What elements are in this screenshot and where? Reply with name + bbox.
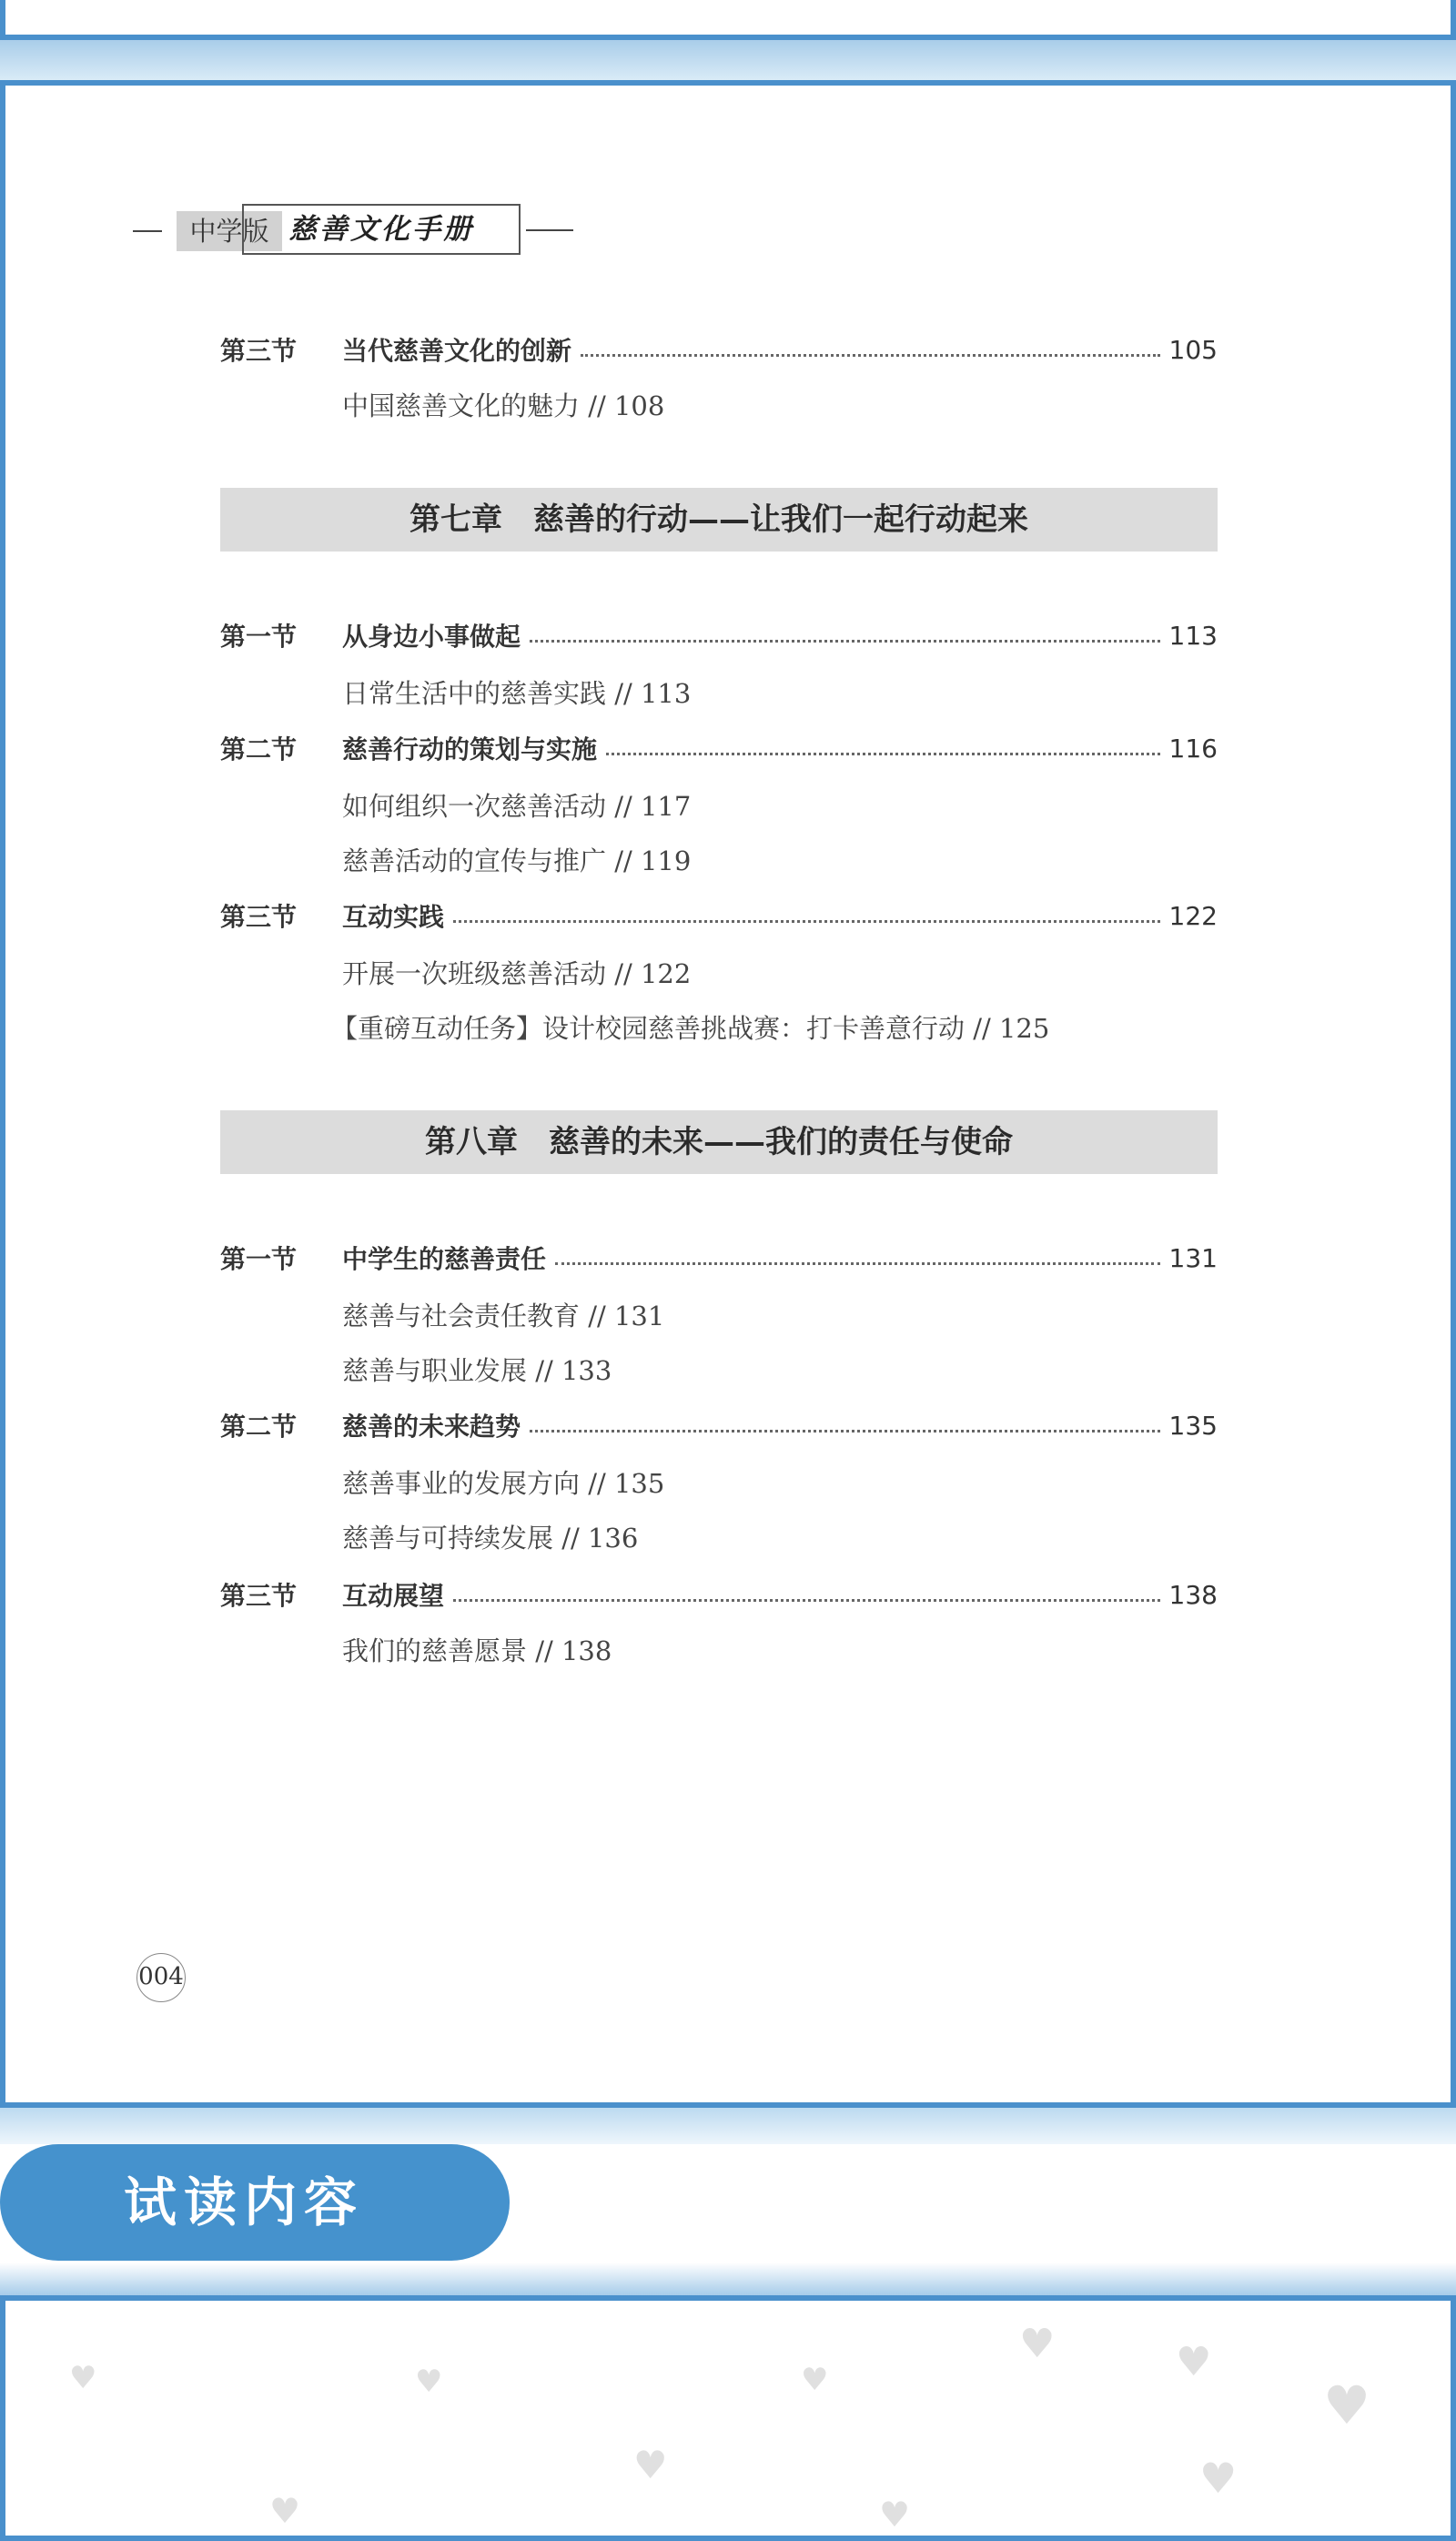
header-rule-right bbox=[526, 229, 573, 231]
section-title: 中学生的慈善责任 bbox=[342, 1244, 547, 1274]
section-banner bbox=[0, 2144, 510, 2261]
section-label: 第三节 bbox=[220, 1581, 298, 1611]
heart-icon: ♥ bbox=[1019, 2321, 1056, 2367]
section-banner-label: 试读内容 bbox=[124, 2171, 365, 2233]
section-title: 互动展望 bbox=[342, 1581, 445, 1611]
toc-entry[interactable] bbox=[220, 897, 1218, 934]
leader-dots bbox=[530, 640, 1160, 643]
page-ref: 131 bbox=[1168, 1242, 1218, 1273]
section-title: 互动实践 bbox=[342, 902, 445, 932]
toc-entry[interactable] bbox=[220, 1240, 1218, 1276]
toc-subentry[interactable]: 如何组织一次慈善活动 // 117 bbox=[342, 791, 692, 822]
leader-dots bbox=[453, 920, 1160, 923]
leader-dots bbox=[581, 354, 1160, 357]
toc-entry[interactable] bbox=[220, 1407, 1218, 1443]
toc-entry[interactable] bbox=[220, 617, 1218, 653]
chapter-heading[interactable]: 第七章 慈善的行动——让我们一起行动起来 bbox=[220, 488, 1218, 552]
toc-page bbox=[0, 80, 1456, 2108]
top-page-frame bbox=[0, 0, 1456, 40]
toc-subentry[interactable]: 【重磅互动任务】设计校园慈善挑战赛：打卡善意行动 // 125 bbox=[331, 1013, 1050, 1044]
chapter-heading[interactable]: 第八章 慈善的未来——我们的责任与使命 bbox=[220, 1110, 1218, 1174]
preview-page bbox=[0, 2295, 1456, 2541]
edition-tag: 中学版 bbox=[177, 211, 282, 251]
toc-subentry[interactable]: 慈善与职业发展 // 133 bbox=[342, 1355, 612, 1386]
page-ref: 113 bbox=[1168, 620, 1218, 651]
toc-entry[interactable] bbox=[220, 730, 1218, 766]
heart-icon: ♥ bbox=[801, 2362, 829, 2398]
heart-icon: ♥ bbox=[1176, 2339, 1212, 2385]
toc-entry[interactable] bbox=[220, 1576, 1218, 1613]
section-label: 第一节 bbox=[220, 1244, 298, 1274]
section-label: 第三节 bbox=[220, 902, 298, 932]
leader-dots bbox=[606, 753, 1160, 755]
section-title: 从身边小事做起 bbox=[342, 622, 521, 652]
section-label: 第三节 bbox=[220, 336, 298, 366]
toc-subentry[interactable]: 中国慈善文化的魅力 // 108 bbox=[342, 390, 665, 421]
leader-dots bbox=[453, 1599, 1160, 1602]
page-ref: 135 bbox=[1168, 1410, 1218, 1441]
toc-subentry[interactable]: 慈善与可持续发展 // 136 bbox=[342, 1523, 639, 1554]
toc-subentry[interactable]: 日常生活中的慈善实践 // 113 bbox=[342, 678, 692, 709]
toc-subentry[interactable]: 我们的慈善愿景 // 138 bbox=[342, 1635, 612, 1666]
heart-icon: ♥ bbox=[1199, 2454, 1238, 2503]
page-ref: 105 bbox=[1168, 334, 1218, 365]
section-title: 当代慈善文化的创新 bbox=[342, 336, 572, 366]
heart-icon: ♥ bbox=[879, 2495, 911, 2535]
section-title: 慈善行动的策划与实施 bbox=[342, 734, 598, 764]
section-label: 第二节 bbox=[220, 734, 298, 764]
book-title: 慈善文化手册 bbox=[242, 204, 521, 255]
toc-subentry[interactable]: 慈善活动的宣传与推广 // 119 bbox=[342, 845, 692, 876]
leader-dots bbox=[555, 1262, 1160, 1265]
page-separator bbox=[0, 2108, 1456, 2144]
toc-subentry[interactable]: 慈善事业的发展方向 // 135 bbox=[342, 1468, 665, 1499]
page-number: 004 bbox=[136, 1953, 186, 2002]
header-rule-left bbox=[133, 230, 162, 232]
section-label: 第二节 bbox=[220, 1412, 298, 1442]
heart-icon: ♥ bbox=[269, 2491, 301, 2531]
heart-icon: ♥ bbox=[415, 2364, 443, 2400]
heart-icon: ♥ bbox=[1323, 2374, 1370, 2436]
section-title: 慈善的未来趋势 bbox=[342, 1412, 521, 1442]
toc-subentry[interactable]: 开展一次班级慈善活动 // 122 bbox=[342, 958, 692, 989]
toc-subentry[interactable]: 慈善与社会责任教育 // 131 bbox=[342, 1301, 665, 1331]
page-ref: 138 bbox=[1168, 1579, 1218, 1610]
page-separator bbox=[0, 40, 1456, 80]
section-label: 第一节 bbox=[220, 622, 298, 652]
leader-dots bbox=[530, 1430, 1160, 1432]
heart-icon: ♥ bbox=[69, 2360, 97, 2396]
page-separator bbox=[0, 2263, 1456, 2295]
heart-icon: ♥ bbox=[633, 2443, 668, 2487]
toc-entry[interactable] bbox=[220, 331, 1218, 368]
page-ref: 122 bbox=[1168, 900, 1218, 931]
page-ref: 116 bbox=[1168, 733, 1218, 764]
